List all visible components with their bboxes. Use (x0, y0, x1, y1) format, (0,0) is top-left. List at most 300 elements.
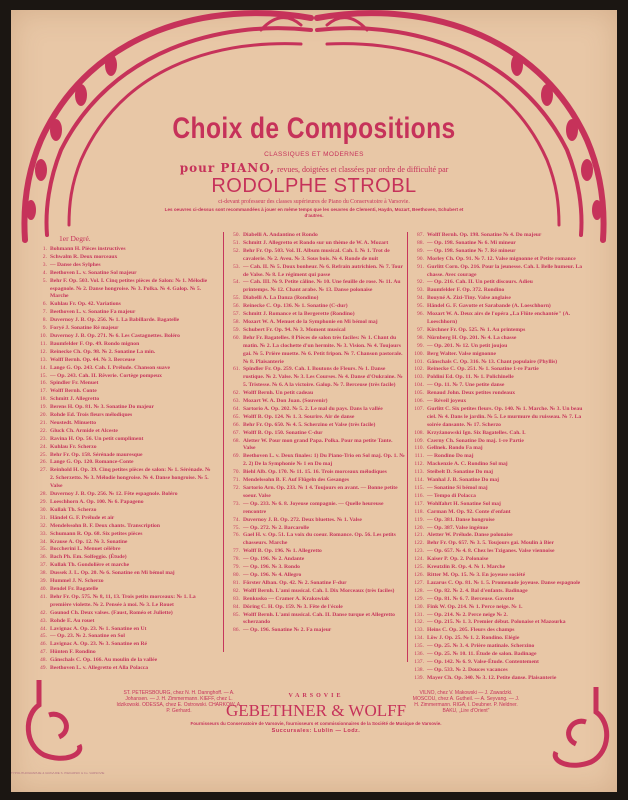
entry-number: 48. (40, 657, 47, 664)
entry-title: — Op. 272. № 2. Barcarolle (243, 524, 310, 531)
entry-title: Kreutzlin R. Op. 4. № 1. Marche (427, 564, 506, 571)
catalog-entry (228, 572, 406, 580)
entry-number: 135. (414, 643, 424, 650)
entry-title: Mayer Ch. Op. 340. № 3. 12. Petite danse. Plaisanterie (427, 674, 557, 681)
entry-number: 68. (233, 437, 240, 444)
catalog-entry (412, 556, 590, 564)
entry-title: Mozart W. A. Don Juan. (Souvenir) (243, 398, 328, 405)
catalog-entry (412, 240, 590, 248)
catalog-entry (412, 398, 590, 406)
entry-title: Behr F. Op. 503. Vol. I. Cinq petites pièces de Salon: № 1. Mélodie espagnole. № 2. Danse hongroise. № 3. Polka. № 4. Galop. № 5. Marche (50, 277, 208, 300)
catalog-entry (412, 343, 590, 351)
entry-title: Diabelli A. Andantino et Rondo (243, 232, 318, 238)
catalog-entry (412, 627, 590, 635)
entry-title: Rohde Ed. Trois fleurs mélodiques (50, 412, 133, 419)
entry-title: Renaud John. Deux petites rondeaux (427, 390, 516, 397)
catalog-entry (412, 580, 590, 588)
entry-number: 62. (233, 390, 240, 397)
entry-number: 107. (414, 405, 424, 412)
entry-title: Berens H. Op. 81. № 3. Sonatine Do majeur (50, 404, 155, 411)
entry-number: 55. (233, 295, 240, 302)
entry-number: 14. (40, 364, 47, 371)
entry-title: Wolff B. Op. 124. № 1. 3. Sourire. Air de danse (243, 413, 355, 420)
entry-title: Diabelli A. La Danza (Rondino) (243, 295, 319, 302)
catalog-entry (228, 469, 406, 477)
entry-title: — Op. 23. № 2. Sonatine en Sol (50, 633, 125, 640)
catalog-entry (35, 301, 215, 309)
entry-number: 89. (417, 247, 424, 254)
entry-number: 97. (417, 326, 424, 333)
catalog-entry (412, 461, 590, 469)
agents-left: ST. PETERSBOURG, chez N. H. Dannghoff. — A. Johansen. — J. H. Zimmermann. KIEFF, chez L. Idzikowski. ODESSA, chez E. Ostrowski. CHARKOW, A. P. Gerhard. (116, 690, 242, 714)
catalog-entry (412, 659, 590, 667)
catalog-entry (35, 467, 215, 491)
author-title: ci-devant professeur des classes supérieures de Piano du Conservatoire à Varsovie. (218, 199, 410, 205)
entry-number: 67. (233, 429, 240, 436)
entry-title: — Op. 25. № 10. 11. Étude de salon. Badinage (427, 651, 537, 658)
entry-number: 63. (233, 398, 240, 405)
entry-number: 77. (233, 548, 240, 555)
catalog-entry (35, 380, 215, 388)
entry-title: Wanhal J. B. Sonatine Do maj (427, 477, 499, 484)
catalog-entry (35, 246, 215, 254)
entry-title: Reinecke C. Op. 251. № 1. Sonatine 1-re Partie (427, 366, 539, 373)
entry-title: Behr Fr. Op. 158. Sérénade mauresque (50, 451, 143, 458)
entry-number: 118. (414, 508, 424, 515)
catalog-entry (412, 287, 590, 295)
entry-title: — Réveil joyeux (427, 398, 467, 405)
catalog-entry (412, 248, 590, 256)
entry-title: Gael H. v. Op. 51. La voix du coeur. Romance. Op. 56. Les petits chasseurs. Marche (243, 532, 396, 547)
entry-title: Baumfelder F. Op. 372. Rondino (427, 287, 505, 294)
entry-title: Bendel Fr. Bagatelle (50, 585, 99, 592)
entry-title: — Op. 11. № 7. Une petite danse (427, 382, 505, 389)
catalog-entry (35, 531, 215, 539)
entry-number: 12. (40, 348, 47, 355)
entry-number: 66. (233, 421, 240, 428)
entry-title: Mackenzie A. C. Rondino Sol maj (427, 461, 508, 468)
entry-title: Wolff Bernh. L'ami musical. Cah. II. Danse turque et Allegretto scherzando (243, 611, 395, 626)
catalog-entry (228, 335, 406, 367)
entry-number: 103. (414, 374, 424, 381)
catalog-entry (228, 422, 406, 430)
entry-title: Ravina H. Op. 56. Un petit compliment (50, 435, 144, 442)
catalog-entry (35, 309, 215, 317)
entry-title: — Op. 81. № 6. 7. Berceuse. Gavotte (427, 595, 514, 602)
entry-title: Czerny Ch. Sonatine Do maj. 1-re Partie (427, 437, 524, 444)
entry-title: Beethoven L. v. Allegretto et Alla Polacca (50, 665, 149, 672)
entry-title: — Op. 196. № 4. Allegro (243, 571, 302, 578)
entry-number: 51. (233, 239, 240, 246)
publisher-branches: Succursales: Lublin — Lodz. (271, 728, 361, 734)
entry-title: — Op. 196. № 2. Andante (243, 556, 305, 563)
entry-title: Dussek J. L. Op. 20. № 6. Sonatine en Mi bémol maj (50, 570, 175, 577)
entry-title: Behr Fr. Op. 657. № 3. 5. Toujours gai. Moulin à Bier (427, 540, 554, 547)
entry-number: 13. (40, 356, 47, 363)
entry-number: 123. (414, 548, 424, 555)
entry-title: Nürnberg H. Op. 201. № 4. La chasse (427, 334, 517, 341)
entry-title: Schumann R. Op. 68. Six petites pièces (50, 530, 143, 537)
entry-title: — Op. 198. Sonatine № 6. Mi mineur (427, 239, 516, 246)
catalog-entry (228, 366, 406, 390)
entry-number: 133. (414, 627, 424, 634)
entry-title: Wolff B. Op. 196. № 1. Allegretto (243, 548, 322, 555)
catalog-entry (35, 649, 215, 657)
entry-number: 25. (40, 451, 47, 458)
catalog-entry (412, 596, 590, 604)
entry-number: 44. (40, 625, 47, 632)
catalog-entry (412, 445, 590, 453)
entry-title: Kullak Th. Scherzo (50, 506, 97, 513)
entry-number: 42. (40, 609, 47, 616)
entry-title: Mendelssohn B. F. Auf Flügeln des Gesanges (243, 477, 350, 484)
entry-title: — Op. 142. № 6. 9. Valse-Étude. Contentement (427, 658, 539, 665)
catalog-entry (35, 325, 215, 333)
entry-title: Wolff Bernh. Op. 198. Sonatine № 4. Do majeur (427, 232, 542, 238)
entry-title: Wolff Bernh. Un petit cadeau (243, 390, 314, 397)
entry-number: 11. (40, 340, 47, 347)
entry-number: 59. (233, 326, 240, 333)
entry-number: 16. (40, 380, 47, 387)
catalog-entry (228, 548, 406, 556)
entry-number: 111. (414, 453, 424, 460)
catalog-entry (228, 264, 406, 280)
catalog-entry (412, 635, 590, 643)
entry-title: Reinecke Ch. Op. 98. № 2. Sonatine La min. (50, 348, 156, 355)
entry-number: 33. (40, 530, 47, 537)
entry-number: 8. (42, 317, 47, 324)
entry-number: 127. (414, 579, 424, 586)
entry-number: 5. (42, 277, 47, 284)
entry-number: 50. (233, 232, 240, 238)
entry-number: 45. (40, 633, 47, 640)
catalog-entry (228, 532, 406, 548)
catalog-entry (228, 248, 406, 264)
entry-number: 69. (233, 453, 240, 460)
entry-title: — Tempo di Polacca (427, 492, 476, 499)
printer-credit: TYPOLITHOGRAPHIE & GRAVURE S. PIEKARSKI & Co. VARSOVIE (11, 771, 105, 775)
entry-title: Schubert Fr. Op. 94. № 3. Moment musical (243, 326, 346, 333)
catalog-entry (412, 279, 590, 287)
entry-title: Rohde E. Au rouet (50, 617, 95, 624)
entry-title: Hummel J. N. Scherzo (50, 578, 104, 585)
entry-title: — Op. 82. № 2. 4. Bal d'enfants. Badinage (427, 587, 528, 594)
entry-title: Beethoven L. v. Sonatine Fa majeur (50, 309, 136, 316)
entry-title: Reinecke C. Op. 136. № 1. Sonatine (C-dur) (243, 303, 348, 310)
entry-title: Boccherini L. Menuet célèbre (50, 546, 121, 553)
entry-number: 60. (233, 334, 240, 341)
page-title: Choix de Compositions (172, 112, 456, 145)
entry-number: 81. (233, 579, 240, 586)
entry-title: Steibelt D. Sonatine Do maj (427, 469, 494, 476)
entry-title: Behr Fr. Op. 503. Vol. II. Album musical. Cah. I. № 1. Trot de cavalerie. № 2. Aveu. № 3. Sous bois. № 4. Ronde de nuit (243, 247, 390, 262)
entry-number: 117. (414, 500, 424, 507)
catalog-entry (35, 365, 215, 373)
entry-number: 120. (414, 524, 424, 531)
entry-number: 73. (233, 500, 240, 507)
catalog-entry (228, 430, 406, 438)
entry-number: 122. (414, 540, 424, 547)
entry-title: Beethoven L. v. Deux finales: 1) Du Piano-Trio en Sol maj. Op. 1. № 2. 2) De la Symphonie № 1 en Do maj (243, 453, 405, 468)
catalog-entry (35, 539, 215, 547)
entry-number: 90. (417, 255, 424, 262)
catalog-entry (35, 317, 215, 325)
catalog-entry (412, 643, 590, 651)
entry-title: Spindler Fr. Menuet (50, 380, 99, 387)
entry-title: Gurlitt C. Six petites fleurs. Op. 140. № 1. Marche. № 3. Un beau ciel. № 4. Dans le jardin. № 5. Le murmure du ruisseau. № 7. La soirée dansante. № 17. Scherzo (427, 405, 583, 428)
catalog-entry (412, 374, 590, 382)
entry-title: — Op. 216. Cah. II. Un petit discours. Adieu (427, 279, 533, 286)
catalog-entry (412, 335, 590, 343)
entry-number: 56. (233, 303, 240, 310)
catalog-entry (412, 532, 590, 540)
catalog-entry (228, 303, 406, 311)
entry-title: Wolff Bernh. Op. 44. № 3. Berceuse (50, 356, 136, 363)
entry-title: Lavignac A. Op. 23. № 3. Sonatine en Ré (50, 641, 147, 648)
catalog-entry (35, 341, 215, 349)
entry-number: 93. (417, 287, 424, 294)
catalog-entry (228, 477, 406, 485)
catalog-entry (228, 319, 406, 327)
catalog-entry (412, 501, 590, 509)
entry-title: Lange G. Op. 120. Romance-Conte (50, 459, 134, 466)
entry-title: Gänschals C. Op. 166. Au moulin de la vallée (50, 657, 158, 664)
entry-title: — Sonatine Si bémol maj (427, 485, 488, 491)
entry-title: Loeschhorn A. Op. 100. № 6. Papageno (50, 499, 144, 505)
entry-title: Gurlitt Corn. Op. 216. Pour la jeunesse. Cah. I. Belle humeur. La chasse. Avec courage (427, 263, 583, 278)
catalog-entry (35, 420, 215, 428)
entry-title: Wolff Bernh. Conte (50, 388, 97, 395)
entry-number: 1. (42, 246, 47, 252)
entry-number: 99. (417, 342, 424, 349)
entry-number: 18. (40, 396, 47, 403)
publisher-city: VARSOVIE (288, 693, 344, 699)
catalog-entry (228, 279, 406, 295)
catalog-entry (412, 359, 590, 367)
entry-number: 24. (40, 443, 47, 450)
entry-number: 54. (233, 279, 240, 286)
catalog-entry (35, 396, 215, 404)
catalog-entry (412, 351, 590, 359)
entry-title: Lazarus C. Op. 81. № 1. 5. Promenade joyeuse. Danse espagnole (427, 579, 581, 586)
entry-number: 10. (40, 332, 47, 339)
entry-number: 108. (414, 429, 424, 436)
entry-number: 65. (233, 413, 240, 420)
catalog-entry (35, 278, 215, 302)
catalog-entry (228, 311, 406, 319)
entry-title: Krause A. Op. 12. № 3. Sonatine (50, 538, 128, 545)
catalog-entry (228, 588, 406, 596)
catalog-entry (412, 295, 590, 303)
catalog-entry (35, 373, 215, 381)
catalog-entry (412, 366, 590, 374)
catalog-entry (228, 406, 406, 414)
entry-number: 124. (414, 556, 424, 563)
entry-number: 139. (414, 674, 424, 681)
catalog-entry (35, 333, 215, 341)
entry-title: Wolff Bernh. L'ami musical. Cah. I. Dix Morceaux (très faciles) (243, 587, 395, 594)
catalog-entry (35, 641, 215, 649)
entry-number: 83. (233, 595, 240, 602)
entry-number: 57. (233, 311, 240, 318)
entry-number: 114. (414, 477, 424, 484)
entry-number: 138. (414, 666, 424, 673)
entry-title: Mozart W. A. Menuet de la Symphonie en Mi bémol maj (243, 318, 378, 325)
catalog-entry (228, 612, 406, 628)
catalog-entry (412, 264, 590, 280)
entry-title: — Op. 201. № 12. Un petit joujou (427, 342, 508, 349)
catalog-entry (228, 390, 406, 398)
entry-number: 61. (233, 366, 240, 373)
entry-number: 119. (414, 516, 424, 523)
catalog-entry (228, 232, 406, 240)
entry-title: Aletter W. Prélude. Danse polonaise (427, 532, 513, 539)
catalog-entry (412, 477, 590, 485)
catalog-entry (35, 349, 215, 357)
entry-title: — Op. 533. № 2. Douces vacances (427, 666, 508, 673)
entry-number: 105. (414, 390, 424, 397)
subtitle: CLASSIQUES ET MODERNES (264, 151, 364, 158)
catalog-entry (412, 548, 590, 556)
catalog-entry (35, 586, 215, 594)
catalog-entry (412, 438, 590, 446)
entry-number: 6. (42, 301, 47, 308)
entry-title: Carman M. Op. 92. Conte d'enfant (427, 508, 511, 515)
entry-title: Duvernoy J. B. Op. 256. № 12. Fête espagnole. Boléro (50, 491, 178, 498)
catalog-entry (35, 515, 215, 523)
entry-title: — Danse des Sylphes (50, 261, 101, 268)
entry-number: 28. (40, 491, 47, 498)
entry-number: 82. (233, 587, 240, 594)
entry-number: 75. (233, 524, 240, 531)
instrument: pour PIANO, (179, 161, 276, 175)
entry-title: — Op. 233. № 6. 8. Joyeuse compagnie. — Quelle heureuse rencontre (243, 500, 384, 515)
catalog-entry (412, 667, 590, 675)
entry-number: 100. (414, 350, 424, 357)
catalog-entry (35, 554, 215, 562)
catalog-entry (35, 270, 215, 278)
entry-title: — Op. 196. № 3. Rondo (243, 564, 300, 571)
catalog-entry (35, 633, 215, 641)
entry-number: 53. (233, 263, 240, 270)
entry-title: Döring C. H. Op. 159. № 3. Fête de l'école (243, 603, 343, 610)
catalog-entry (35, 507, 215, 515)
entry-number: 70. (233, 469, 240, 476)
catalog-entry (412, 485, 590, 493)
entry-title: Förster Alban. Op. 42. № 2. Sonatine F-dur (243, 579, 347, 586)
catalog-page (11, 10, 617, 792)
entry-number: 130. (414, 603, 424, 610)
entry-title: Spindler Fr. Op. 259. Cah. I. Boutons de Fleurs. № 1. Danse rustique. № 2. Valse. № 3. Les Courses. № 4. Danse d'Oukraine. № 5. Tristesse. № 6. A la victoire. Galop. № 7. Berceuse (très facile) (243, 366, 403, 389)
catalog-entry (412, 406, 590, 430)
catalog-entry (412, 453, 590, 461)
catalog-entry (35, 523, 215, 531)
entry-title: Sartorio A. Op. 202. № 5. 2. Le mal du pays. Dans la vallée (243, 405, 383, 412)
entry-title: Mendelssohn B. F. Deux chants. Transcription (50, 522, 160, 529)
catalog-entry (228, 240, 406, 248)
entry-number: 2. (42, 253, 47, 260)
entry-number: 92. (417, 279, 424, 286)
catalog-entry (412, 232, 590, 240)
catalog-entry (35, 626, 215, 634)
entry-number: 96. (417, 311, 424, 318)
entry-title: — Op. 387. Valse ingénue (427, 524, 488, 531)
entry-title: Mozart W. A. Deux airs de l'opéra „La Flûte enchantée" (A. Loeschhorn) (427, 311, 571, 325)
entry-title: Neustedt. Minuetto (50, 419, 96, 426)
catalog-entry (35, 562, 215, 570)
entry-number: 136. (414, 651, 424, 658)
catalog-entry (228, 596, 406, 604)
entry-title: Hünten F. Rondino (50, 649, 96, 656)
entry-title: Renkusko — Cramer A. Krakowiak (243, 595, 330, 602)
entry-title: Baumfelder F. Op. 49. Rondo mignon (50, 340, 140, 347)
entry-number: 87. (417, 232, 424, 238)
catalog-entry (412, 588, 590, 596)
entry-number: 52. (233, 247, 240, 254)
catalog-column-2 (223, 232, 406, 652)
entry-number: 29. (40, 499, 47, 505)
catalog-entry (412, 382, 590, 390)
catalog-entry (412, 390, 590, 398)
entry-number: 72. (233, 485, 240, 491)
catalog-entry (35, 254, 215, 262)
right-scroll-ornament (546, 682, 616, 772)
catalog-entry (412, 493, 590, 501)
entry-title: — Op. 198. Sonatine № 7. Ré mineur (427, 247, 516, 254)
entry-number: 86. (233, 627, 240, 634)
entry-number: 113. (414, 469, 424, 476)
entry-number: 125. (414, 564, 424, 571)
entry-number: 131. (414, 611, 424, 618)
entry-number: 121. (414, 532, 424, 539)
entry-title: Lavignac A. Op. 23. № 1. Sonatine en Ut (50, 625, 147, 632)
catalog-entry (35, 357, 215, 365)
entry-number: 76. (233, 532, 240, 539)
entry-number: 85. (233, 611, 240, 618)
entry-number: 110. (414, 445, 424, 452)
catalog-entry (412, 256, 590, 264)
entry-title: Lange G. Op. 243. Cah. I. Prélude. Chanson suave (50, 364, 170, 371)
entry-number: 101. (414, 358, 424, 365)
catalog-entry (35, 499, 215, 507)
entry-title: Gluck Ch. Armide et Alceste (50, 427, 118, 434)
catalog-entry (35, 404, 215, 412)
catalog-entry (412, 517, 590, 525)
entry-title: Biehl Alb. Op. 170. № 11. 15. 16. Trois morceaux mélodiques (243, 469, 387, 476)
entry-title: Fink W. Op. 214. № 1. Perce neige. № 1. (427, 603, 523, 610)
entry-title: — Rondino Do maj (427, 453, 474, 460)
catalog-entry (228, 627, 406, 635)
entry-number: 78. (233, 556, 240, 563)
entry-title: Bohmann H. Pièces instructives (50, 246, 126, 252)
catalog-entry (35, 428, 215, 436)
entry-number: 91. (417, 263, 424, 270)
catalog-entry (228, 295, 406, 303)
catalog-entry (228, 438, 406, 454)
entry-number: 46. (40, 641, 47, 648)
entry-number: 36. (40, 554, 47, 561)
catalog-entry (412, 612, 590, 620)
entry-title: Aletter W. Pour mon grand Papa. Polka. Pour ma petite Tante. Valse (243, 437, 393, 452)
entry-title: Duvernoy J. B. Op. 272. Deux bluettes. № 1. Valse (243, 516, 362, 523)
catalog-entry (35, 491, 215, 499)
entry-number: 106. (414, 398, 424, 405)
entry-title: — Op. 25. № 3. 4. Prière matinale. Scherzino (427, 643, 535, 650)
entry-title: Foryé J. Sonatine Ré majeur (50, 325, 119, 332)
entry-number: 37. (40, 562, 47, 569)
catalog-entry (35, 665, 215, 673)
entry-number: 41. (40, 593, 47, 600)
